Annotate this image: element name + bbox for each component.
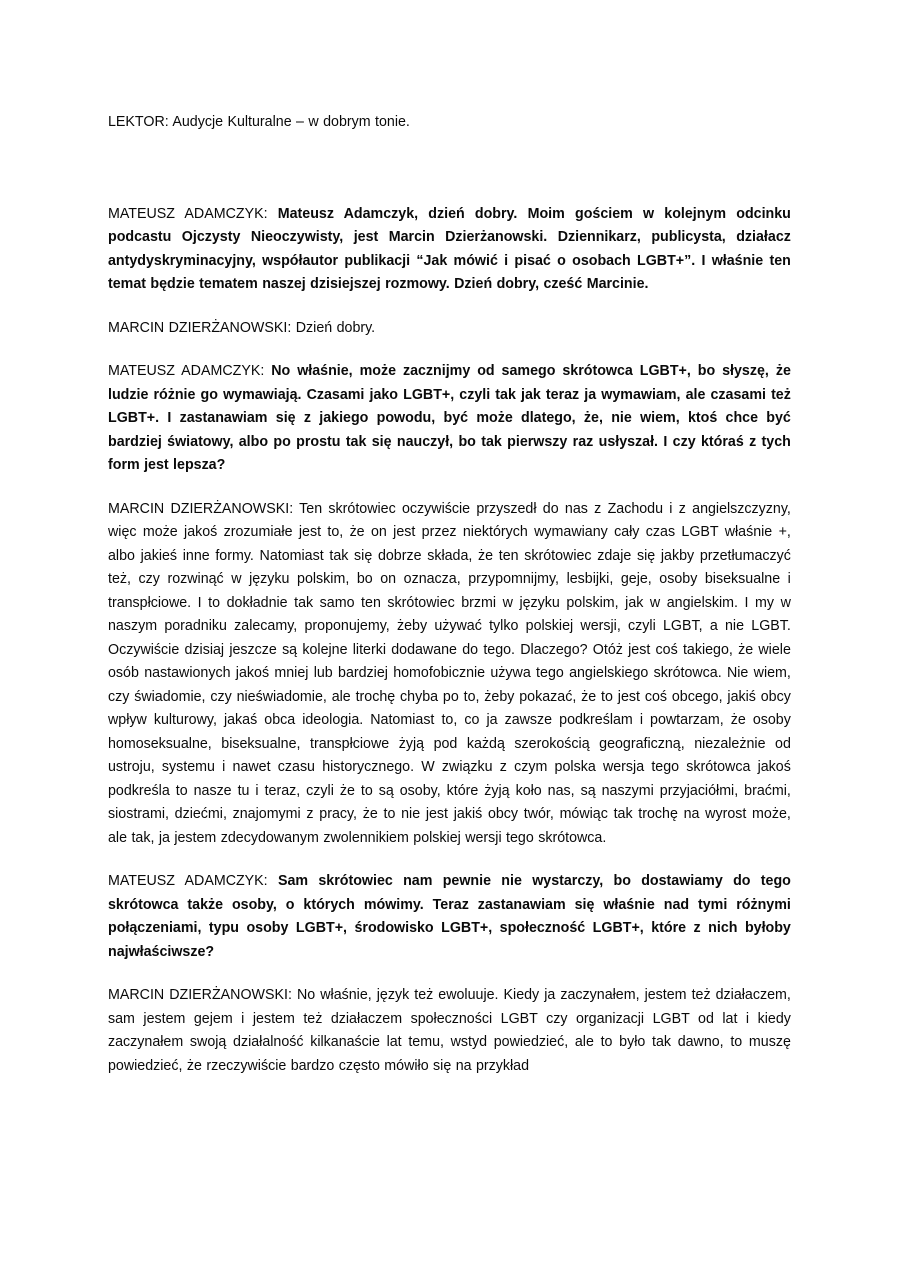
speaker-label: MATEUSZ ADAMCZYK:: [108, 872, 268, 889]
speech-text: Ten skrótowiec oczywiście przyszedł do nas z Zachodu i z angielszczyzny, więc może jakoś zrozumiałe jest to, że on jest przez niektórych wymawiany cały czas LGBT właśnie +, albo jakieś inne formy. Natomiast tak się dobrze składa, że ten skrótowiec zdaje się jakby przetłumaczyć też, czy rozwinąć w języku polskim, bo on oznacza, przypomnijmy, lesbijki, geje, osoby biseksualne i transpłciowe. I to dokładnie tak samo ten skrótowiec brzmi w języku polskim, jak w angielskim. I my w naszym poradniku zalecamy, proponujemy, żeby używać tylko polskiej wersji, czyli LGBT, a nie LGBT. Oczywiście dzisiaj jeszcze są kolejne literki dodawane do tego. Dlaczego? Otóż jest coś takiego, że wiele osób nastawionych jakoś mniej lub bardziej homofobicznie używa tego angielskiego skrótowca. Nie wiem, czy świadomie, czy nieświadomie, ale trochę chyba po to, żeby pokazać, że to jest coś obcego, jakiś obcy wpływ kulturowy, jakaś obca ideologia. Natomiast to, co ja zawsze podkreślam i powtarzam, że osoby homoseksualne, biseksualne, transpłciowe żyją pod każdą szerokością geograficzną, niezależnie od ustroju, systemu i nawet czasu historycznego. W związku z czym polska wersja tego skrótowca jakoś podkreśla to nasze tu i teraz, czyli że to są osoby, które żyją koło nas, są naszymi przyjaciółmi, braćmi, siostrami, dziećmi, znajomymi z pracy, że to nie jest jakiś obcy twór, mówiąc tak trochę na wyrost może, ale tak, ja jestem zdecydowanym zwolennikiem polskiej wersji tego skrótowca.: [108, 499, 791, 846]
speaker-label: MARCIN DZIERŻANOWSKI:: [108, 986, 292, 1003]
speech-text: Sam skrótowiec nam pewnie nie wystarczy, bo dostawiamy do tego skrótowca także osoby, o których mówimy. Teraz zastanawiam się właśnie nad tymi różnymi połączeniami, typu osoby LGBT+, środowisko LGBT+, społeczność LGBT+, które z nich byłoby najwłaściwsze?: [108, 872, 791, 960]
speech-text: Mateusz Adamczyk, dzień dobry. Moim gościem w kolejnym odcinku podcastu Ojczysty Nieoczywisty, jest Marcin Dzierżanowski. Dziennikarz, publicysta, działacz antydyskryminacyjny, współautor publikacji “Jak mówić i pisać o osobach LGBT+”. I właśnie ten temat będzie tematem naszej dzisiejszej rozmowy. Dzień dobry, cześć Marcinie.: [108, 204, 791, 292]
transcript-paragraph-mateusz-3: [108, 869, 791, 963]
speaker-label: MATEUSZ ADAMCZYK:: [108, 362, 265, 379]
speech-text: No właśnie, język też ewoluuje. Kiedy ja zaczynałem, jestem też działaczem, sam jestem gejem i jestem też działaczem społeczności LGBT czy organizacji LGBT od lat i kiedy zaczynałem swoją działalność kilkanaście lat temu, wstyd powiedzieć, ale to było tak dawno, to muszę powiedzieć, że rzeczywiście bardzo często mówiło się na przykład: [108, 986, 791, 1074]
speaker-label: LEKTOR:: [108, 113, 169, 130]
speech-text: No właśnie, może zacznijmy od samego skrótowca LGBT+, bo słyszę, że ludzie różnie go wymawiają. Czasami jako LGBT+, czyli tak jak teraz ja wymawiam, ale czasami też LGBT+. I zastanawiam się z jakiego powodu, być może dlatego, że, nie wiem, ktoś chce być bardziej światowy, albo po prostu tak się nauczył, bo tak pierwszy raz usłyszał. I czy któraś z tych form jest lepsza?: [108, 362, 791, 473]
transcript-paragraph-marcin-3: [108, 983, 791, 1077]
speech-text: Dzień dobry.: [295, 318, 376, 336]
speech-text: Audycje Kulturalne – w dobrym tonie.: [172, 113, 410, 130]
speaker-label: MATEUSZ ADAMCZYK:: [108, 204, 268, 222]
speaker-label: MARCIN DZIERŻANOWSKI:: [108, 499, 294, 517]
transcript-paragraph-mateusz-2: [108, 359, 791, 477]
transcript-paragraph-marcin-1: [108, 316, 791, 340]
transcript-paragraph-mateusz-1: [108, 202, 791, 296]
speaker-label: MARCIN DZIERŻANOWSKI:: [108, 318, 292, 336]
transcript-paragraph-marcin-2: [108, 497, 791, 850]
transcript-content: [108, 110, 791, 1097]
transcript-paragraph-lektor: [108, 110, 791, 134]
